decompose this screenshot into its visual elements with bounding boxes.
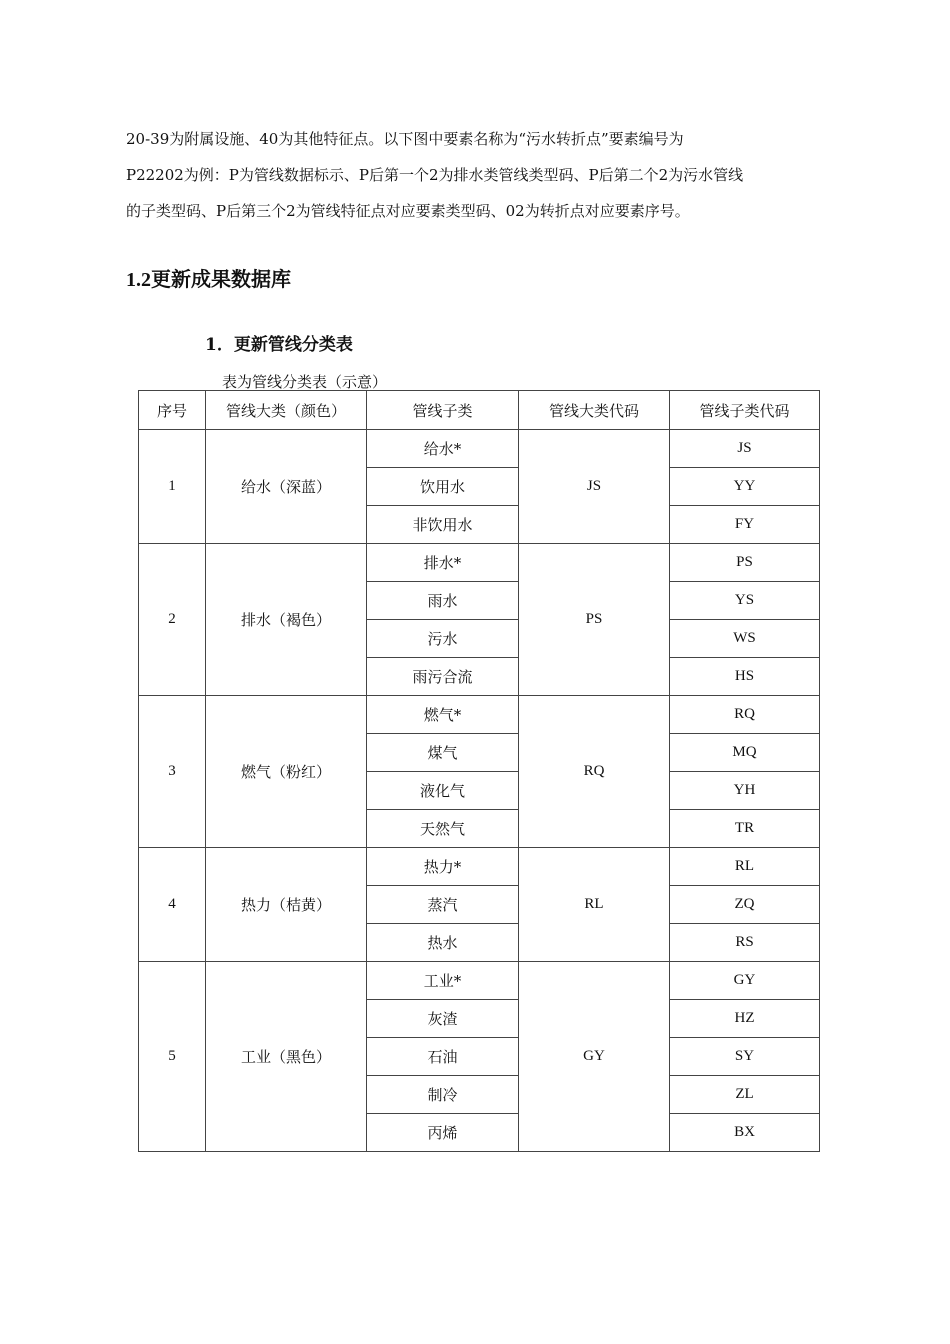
- cell-category-code: PS: [519, 544, 670, 696]
- cell-subtype: 排水*: [367, 544, 519, 582]
- cell-subtype-code: SY: [670, 1038, 820, 1076]
- cell-subtype: 天然气: [367, 810, 519, 848]
- section-title: 更新成果数据库: [151, 267, 291, 291]
- table-body: [139, 430, 820, 1152]
- cell-subtype: 给水*: [367, 430, 519, 468]
- cell-subtype-code: FY: [670, 506, 820, 544]
- paragraph-line-3: 的子类型码、P后第三个2为管线特征点对应要素类型码、02为转折点对应要素序号。: [126, 202, 690, 220]
- cell-subtype-code: YY: [670, 468, 820, 506]
- cell-category: 热力（桔黄）: [206, 848, 367, 962]
- table-row: [139, 696, 820, 734]
- table-row: [139, 848, 820, 886]
- cell-subtype: 煤气: [367, 734, 519, 772]
- cell-subtype: 雨水: [367, 582, 519, 620]
- cell-subtype: 工业*: [367, 962, 519, 1000]
- cell-subtype-code: HZ: [670, 1000, 820, 1038]
- section-number: 1.2: [126, 269, 151, 291]
- cell-seq: 1: [139, 430, 206, 544]
- cell-subtype-code: PS: [670, 544, 820, 582]
- subsection-number: 1．: [205, 335, 234, 355]
- table-row: [139, 430, 820, 468]
- cell-subtype: 制冷: [367, 1076, 519, 1114]
- cell-subtype: 热水: [367, 924, 519, 962]
- cell-seq: 5: [139, 962, 206, 1152]
- cell-category-code: RQ: [519, 696, 670, 848]
- header-seq: 序号: [139, 391, 206, 430]
- cell-subtype: 非饮用水: [367, 506, 519, 544]
- cell-subtype-code: RQ: [670, 696, 820, 734]
- subsection-title: 更新管线分类表: [233, 335, 353, 355]
- header-category-code: 管线大类代码: [519, 391, 670, 430]
- cell-subtype: 热力*: [367, 848, 519, 886]
- cell-subtype: 蒸汽: [367, 886, 519, 924]
- cell-subtype-code: RS: [670, 924, 820, 962]
- subsection-heading: [205, 330, 353, 355]
- cell-category-code: RL: [519, 848, 670, 962]
- cell-subtype: 饮用水: [367, 468, 519, 506]
- paragraph-line-1: 20-39为附属设施、40为其他特征点。以下图中要素名称为“污水转折点”要素编号为: [126, 130, 684, 148]
- cell-subtype-code: RL: [670, 848, 820, 886]
- cell-subtype: 雨污合流: [367, 658, 519, 696]
- cell-subtype-code: TR: [670, 810, 820, 848]
- header-subtype: 管线子类: [367, 391, 519, 430]
- cell-subtype-code: GY: [670, 962, 820, 1000]
- cell-subtype-code: HS: [670, 658, 820, 696]
- table-row: [139, 962, 820, 1000]
- cell-seq: 3: [139, 696, 206, 848]
- cell-seq: 4: [139, 848, 206, 962]
- cell-seq: 2: [139, 544, 206, 696]
- cell-category: 排水（褐色）: [206, 544, 367, 696]
- cell-subtype-code: BX: [670, 1114, 820, 1152]
- pipeline-classification-table: [138, 390, 820, 1152]
- table-row: [139, 544, 820, 582]
- cell-subtype-code: ZQ: [670, 886, 820, 924]
- header-category: 管线大类（颜色）: [206, 391, 367, 430]
- cell-subtype-code: YS: [670, 582, 820, 620]
- cell-category: 工业（黑色）: [206, 962, 367, 1152]
- table-caption: 表为管线分类表（示意）: [222, 373, 388, 391]
- cell-subtype: 液化气: [367, 772, 519, 810]
- cell-subtype: 燃气*: [367, 696, 519, 734]
- cell-subtype: 石油: [367, 1038, 519, 1076]
- cell-subtype-code: YH: [670, 772, 820, 810]
- cell-subtype-code: JS: [670, 430, 820, 468]
- header-subtype-code: 管线子类代码: [670, 391, 820, 430]
- section-heading: [126, 263, 291, 292]
- cell-category: 给水（深蓝）: [206, 430, 367, 544]
- cell-subtype: 污水: [367, 620, 519, 658]
- cell-category-code: GY: [519, 962, 670, 1152]
- cell-category: 燃气（粉红）: [206, 696, 367, 848]
- cell-subtype-code: WS: [670, 620, 820, 658]
- cell-category-code: JS: [519, 430, 670, 544]
- cell-subtype: 丙烯: [367, 1114, 519, 1152]
- cell-subtype-code: MQ: [670, 734, 820, 772]
- table-header-row: [139, 391, 820, 430]
- cell-subtype: 灰渣: [367, 1000, 519, 1038]
- paragraph-line-2: P22202为例：P为管线数据标示、P后第一个2为排水类管线类型码、P后第二个2为污水管线: [126, 166, 744, 184]
- cell-subtype-code: ZL: [670, 1076, 820, 1114]
